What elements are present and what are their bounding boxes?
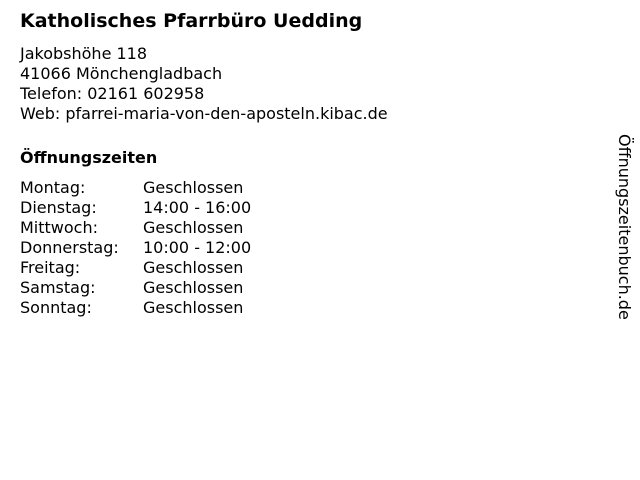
day-hours: Geschlossen <box>143 278 244 297</box>
day-hours: Geschlossen <box>143 178 244 197</box>
address-block <box>20 44 600 124</box>
phone-number: Telefon: 02161 602958 <box>20 84 205 103</box>
street-address: Jakobshöhe 118 <box>20 44 148 63</box>
day-hours: Geschlossen <box>143 218 244 237</box>
day-label: Mittwoch: <box>20 218 98 237</box>
day-hours: Geschlossen <box>143 258 244 277</box>
day-hours: 14:00 - 16:00 <box>143 198 252 217</box>
day-label: Sonntag: <box>20 298 92 317</box>
hours-heading: Öffnungszeiten <box>20 148 158 167</box>
website: Web: pfarrei-maria-von-den-aposteln.kibac.de <box>20 104 388 123</box>
hours-row <box>20 278 251 298</box>
hours-row <box>20 258 251 278</box>
hours-table <box>20 178 251 318</box>
hours-row <box>20 178 251 198</box>
day-hours: 10:00 - 12:00 <box>143 238 252 257</box>
day-label: Montag: <box>20 178 86 197</box>
site-watermark-label: Öffnungszeitenbuch.de <box>615 134 634 320</box>
day-hours: Geschlossen <box>143 298 244 317</box>
hours-row <box>20 198 251 218</box>
day-label: Donnerstag: <box>20 238 119 257</box>
day-label: Freitag: <box>20 258 81 277</box>
business-card <box>20 8 600 318</box>
hours-row <box>20 238 251 258</box>
hours-row <box>20 298 251 318</box>
day-label: Samstag: <box>20 278 96 297</box>
page-title: Katholisches Pfarrbüro Uedding <box>20 10 363 32</box>
day-label: Dienstag: <box>20 198 97 217</box>
city-address: 41066 Mönchengladbach <box>20 64 223 83</box>
hours-row <box>20 218 251 238</box>
